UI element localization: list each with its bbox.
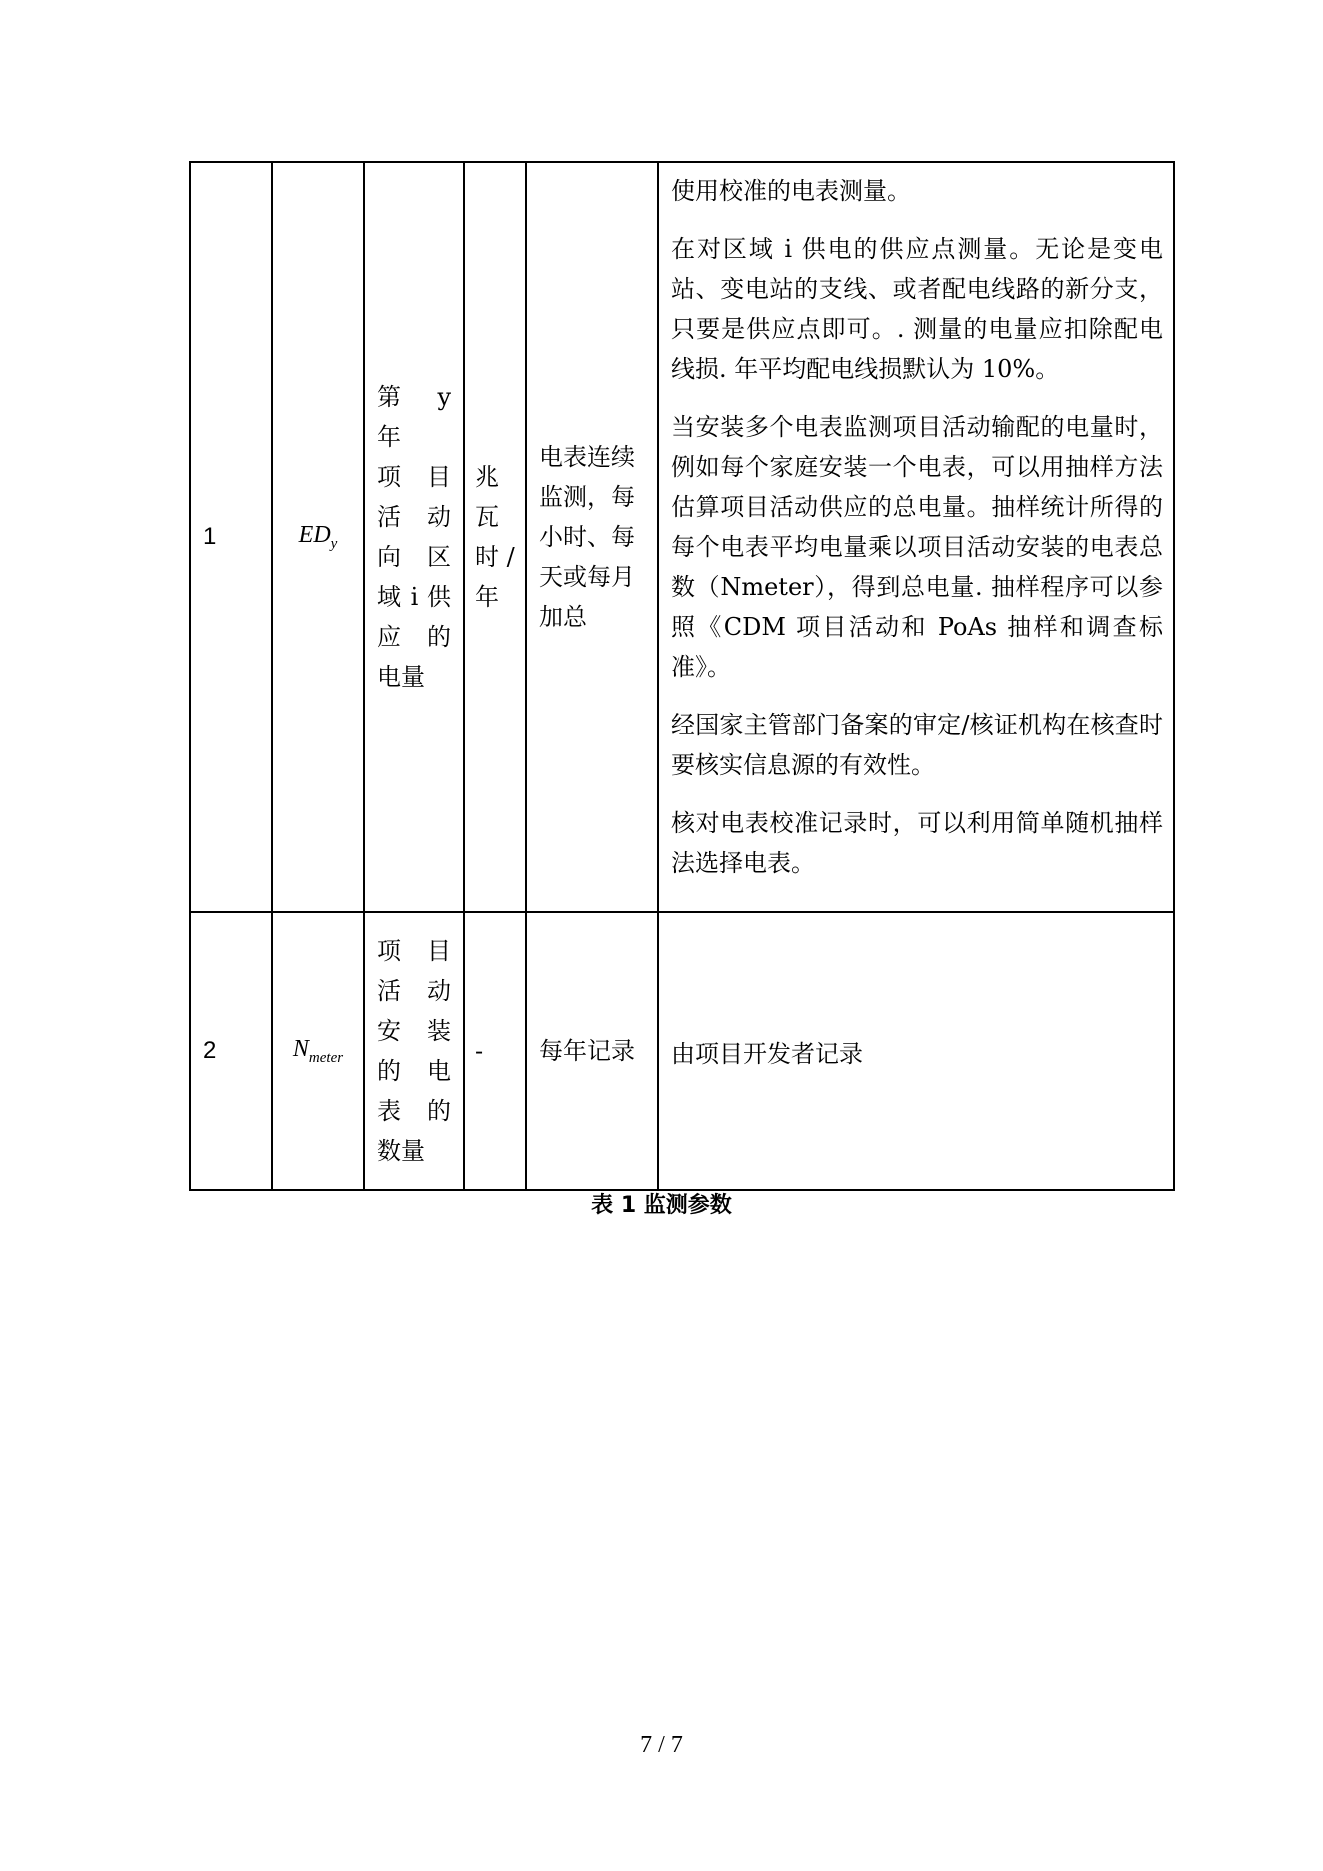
monitoring-parameters-table [189, 161, 1175, 1191]
note-paragraph: 当安装多个电表监测项目活动输配的电量时，例如每个家庭安装一个电表，可以用抽样方法估算项目活动供应的总电量。抽样统计所得的每个电表平均电量乘以项目活动安装的电表总数（Nmeter），得到总电量. 抽样程序可以参照《CDM 项目活动和 PoAs 抽样和调查标准》。 [671, 413, 1163, 681]
note-paragraph: 经国家主管部门备案的审定/核证机构在核查时要核实信息源的有效性。 [671, 711, 1163, 779]
monitoring-frequency: 电表连续 监测，每 小时、每 天或每月 加总 [526, 162, 658, 912]
row-number: 1 [190, 162, 272, 912]
row-number: 2 [190, 912, 272, 1190]
table-row [190, 912, 1174, 1190]
monitoring-notes: 由项目开发者记录 [658, 912, 1174, 1190]
parameter-description: 第 y 年 项 目 活 动 向 区 域 i 供 应 的 电量 [364, 162, 464, 912]
table-row [190, 162, 1174, 912]
monitoring-notes [658, 162, 1174, 912]
parameter-symbol: $ED_y$ [272, 162, 364, 912]
table-caption: 表 1 监测参数 [591, 1193, 732, 1218]
note-paragraph: 核对电表校准记录时，可以利用简单随机抽样法选择电表。 [671, 809, 1163, 877]
parameter-symbol: $N_{meter}$ [272, 912, 364, 1190]
parameter-unit: - [464, 912, 526, 1190]
monitoring-frequency: 每年记录 [526, 912, 658, 1190]
note-paragraph: 使用校准的电表测量。 [671, 177, 911, 205]
note-paragraph: 在对区域 i 供电的供应点测量。无论是变电站、变电站的支线、或者配电线路的新分支，只要是供应点即可。. 测量的电量应扣除配电线损. 年平均配电线损默认为 10%。 [671, 235, 1163, 383]
page-number: 7 / 7 [640, 1732, 683, 1758]
parameter-unit: 兆 瓦 时 / 年 [464, 162, 526, 912]
parameter-description: 项 目 活 动 安 装 的 电 表 的 数量 [364, 912, 464, 1190]
